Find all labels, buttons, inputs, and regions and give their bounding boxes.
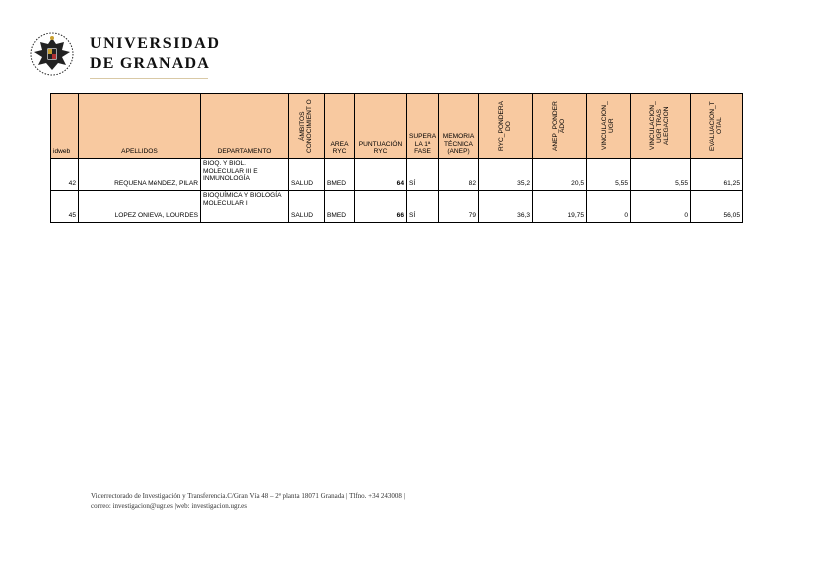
cell-vinculacion: 0 xyxy=(587,191,631,223)
footer-address: Vicerrectorado de Investigación y Transferencia.C/Gran Vía 48 – 2ª planta 18071 Granada | Tlfno. +34 243008 | xyxy=(91,492,405,500)
cell-puntuacion: 66 xyxy=(355,191,407,223)
logo-university-text: UNIVERSIDAD xyxy=(90,35,221,52)
header-evaluacion xyxy=(691,94,743,159)
cell-anep-ponderado: 20,5 xyxy=(533,159,587,191)
header-idweb: idweb xyxy=(51,94,79,159)
cell-ambitos: SALUD xyxy=(289,191,325,223)
header-apellidos: APELLIDOS xyxy=(79,94,201,159)
header-departamento: DEPARTAMENTO xyxy=(201,94,289,159)
cell-vinculacion-alegacion: 0 xyxy=(631,191,691,223)
results-table xyxy=(50,93,743,223)
results-table-wrapper xyxy=(50,93,743,223)
footer-contact: correo: investigacion@ugr.es |web: investigacion.ugr.es xyxy=(91,502,247,511)
header-ryc-ponderado xyxy=(479,94,533,159)
header-memoria: MEMORIA TÉCNICA (ANEP) xyxy=(439,94,479,159)
page-footer xyxy=(91,491,405,511)
university-crest-icon xyxy=(26,30,78,78)
cell-area: BMED xyxy=(325,159,355,191)
cell-anep-ponderado: 19,75 xyxy=(533,191,587,223)
header-vinculacion xyxy=(587,94,631,159)
cell-ryc-ponderado: 36,3 xyxy=(479,191,533,223)
table-row xyxy=(51,159,743,191)
header-area: AREA RYC xyxy=(325,94,355,159)
cell-departamento: BIOQ. Y BIOL. MOLECULAR III E INMUNOLOGÍA xyxy=(201,159,289,191)
header-ambitos-label: ÁMBITOS CONOCIMIENT O xyxy=(298,99,313,153)
cell-vinculacion-alegacion: 5,55 xyxy=(631,159,691,191)
cell-apellidos: LOPEZ ONIEVA, LOURDES xyxy=(79,191,201,223)
cell-ryc-ponderado: 35,2 xyxy=(479,159,533,191)
header-anep-ponderado xyxy=(533,94,587,159)
header-anep-ponderado-label: ANEP_PONDER ADO xyxy=(551,101,566,151)
cell-idweb: 45 xyxy=(51,191,79,223)
table-header-row xyxy=(51,94,743,159)
header-vinculacion-alegacion xyxy=(631,94,691,159)
university-logo xyxy=(26,30,221,79)
cell-vinculacion: 5,55 xyxy=(587,159,631,191)
header-evaluacion-label: EVALUACION_T OTAL xyxy=(708,101,723,151)
cell-ambitos: SALUD xyxy=(289,159,325,191)
header-puntuacion: PUNTUACIÓN RYC xyxy=(355,94,407,159)
cell-idweb: 42 xyxy=(51,159,79,191)
cell-memoria: 82 xyxy=(439,159,479,191)
header-vinculacion-label: VINCULACION_ UGR xyxy=(600,101,615,151)
header-vinculacion-alegacion-label: VINCULACION_ UGR TRAS ALEGACION xyxy=(649,101,670,151)
header-ryc-ponderado-label: RYC_PONDERA DO xyxy=(497,100,512,152)
cell-apellidos: REQUENA MéNDEZ, PILAR xyxy=(79,159,201,191)
cell-supera: SÍ xyxy=(407,191,439,223)
logo-granada-text: DE GRANADA xyxy=(90,55,210,72)
header-supera: SUPERA LA 1ª FASE xyxy=(407,94,439,159)
header-ambitos xyxy=(289,94,325,159)
cell-puntuacion: 64 xyxy=(355,159,407,191)
cell-supera: SÍ xyxy=(407,159,439,191)
cell-evaluacion: 61,25 xyxy=(691,159,743,191)
cell-area: BMED xyxy=(325,191,355,223)
logo-underline xyxy=(90,78,208,79)
cell-departamento: BIOQUÍMICA Y BIOLOGÍA MOLECULAR I xyxy=(201,191,289,223)
cell-evaluacion: 56,05 xyxy=(691,191,743,223)
cell-memoria: 79 xyxy=(439,191,479,223)
table-row xyxy=(51,191,743,223)
